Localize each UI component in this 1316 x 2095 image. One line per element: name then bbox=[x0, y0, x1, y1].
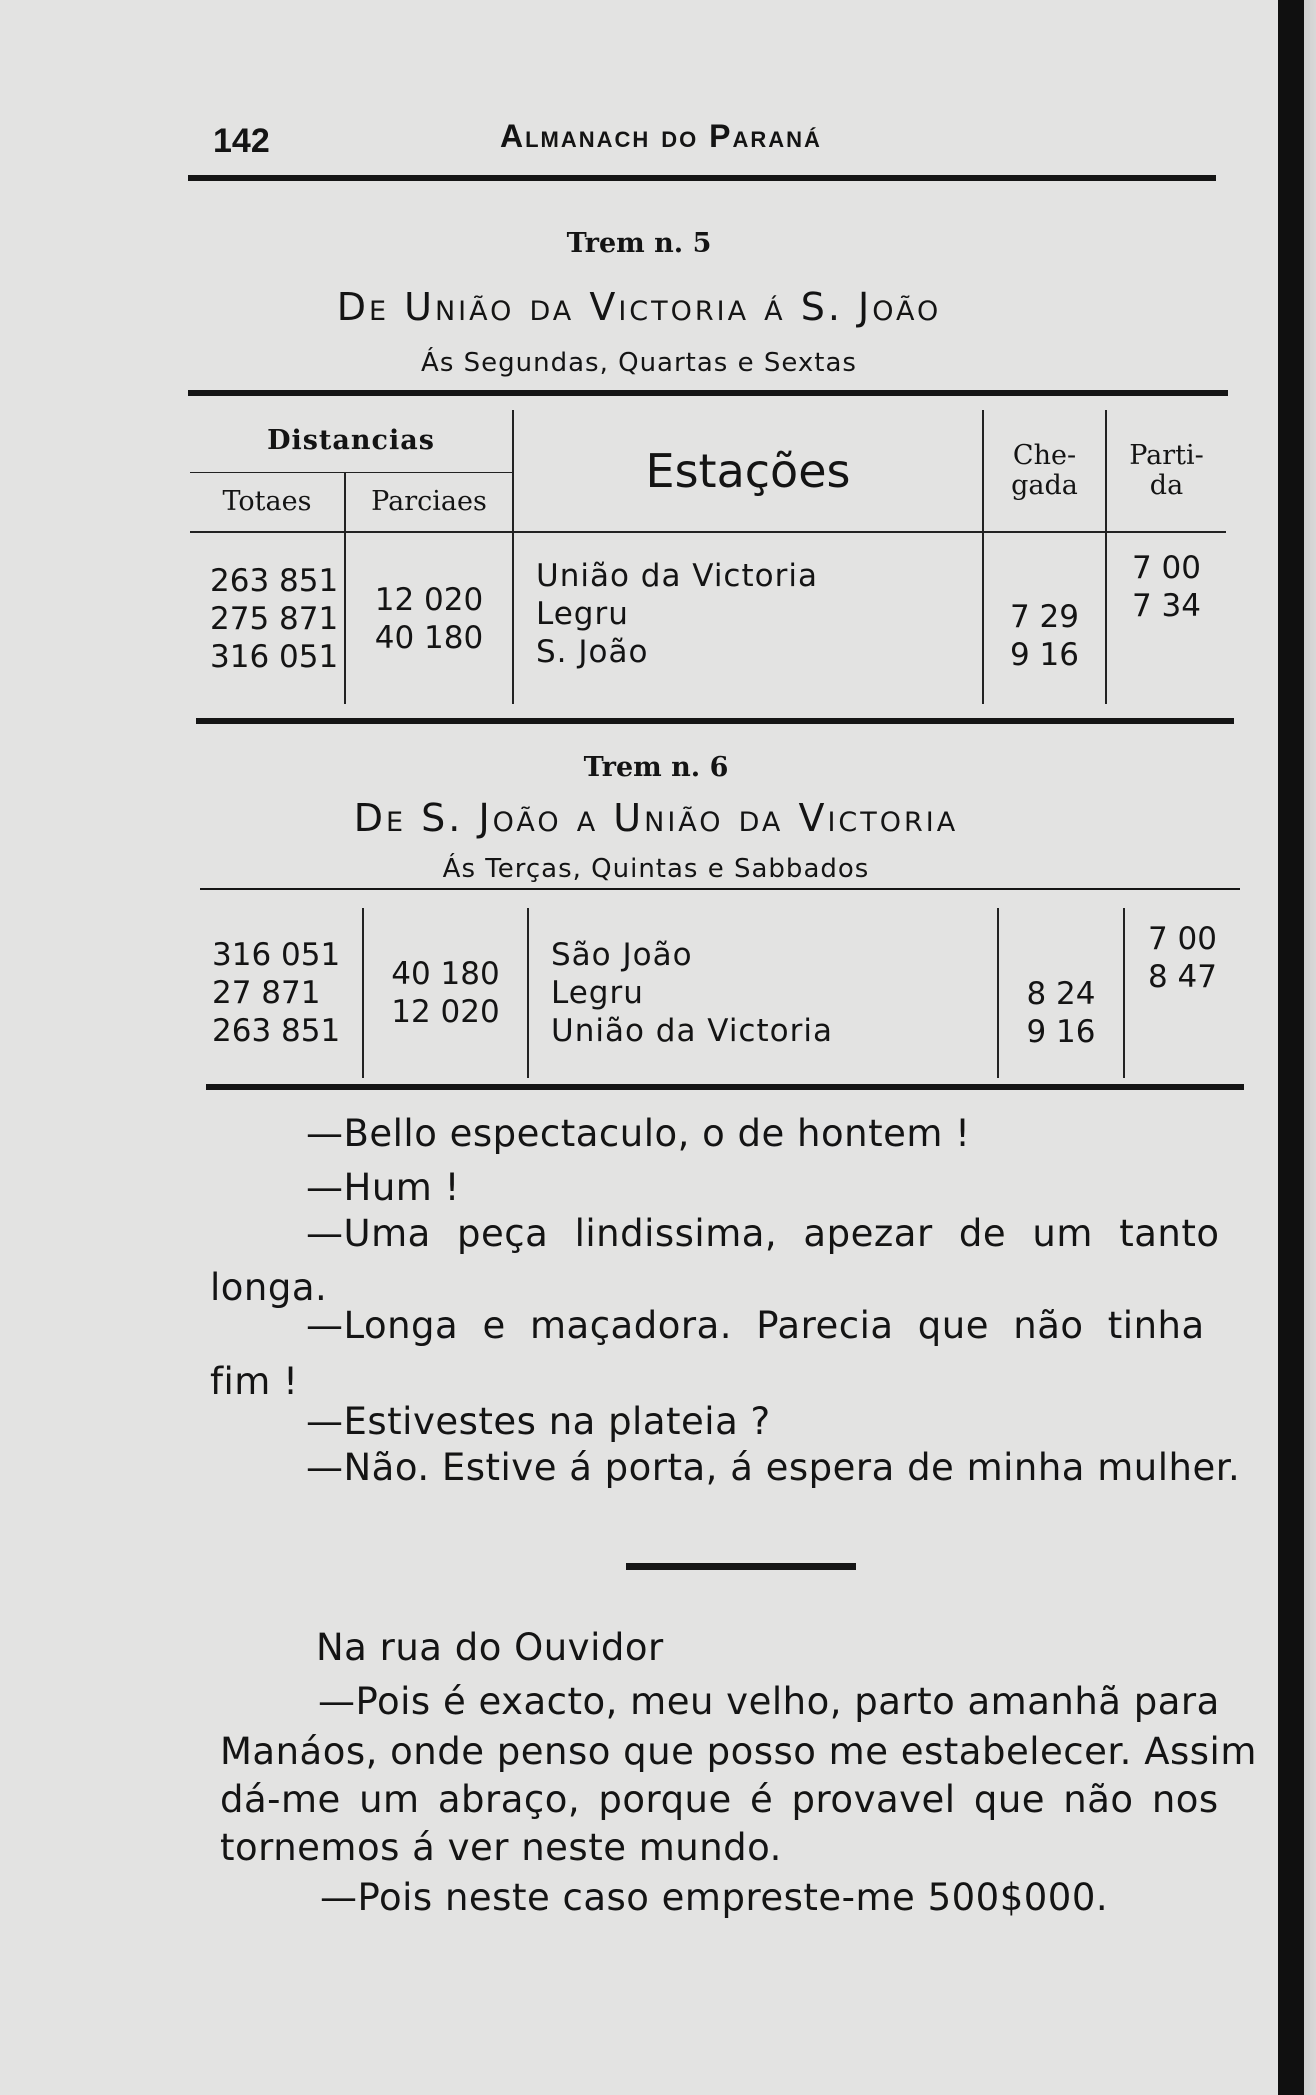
anecdote-line: tornemos á ver neste mundo. bbox=[220, 1826, 782, 1869]
header-chegada-line1: Che- bbox=[1012, 439, 1077, 471]
departure-time: 7 00 bbox=[1147, 921, 1218, 957]
header-partida bbox=[1106, 410, 1226, 532]
dialogue-line: —Hum ! bbox=[306, 1166, 460, 1209]
train6-timetable bbox=[200, 908, 1240, 1078]
departures-column bbox=[1106, 532, 1226, 704]
dialogue-line: longa. bbox=[210, 1266, 328, 1309]
station-name: Legru bbox=[536, 596, 629, 632]
arrival-time: 9 16 bbox=[1009, 636, 1080, 673]
total-value: 263 851 bbox=[210, 562, 339, 599]
station-name: S. João bbox=[536, 634, 649, 670]
partial-value: 12 020 bbox=[374, 581, 484, 618]
header-parciaes: Parciaes bbox=[371, 486, 487, 518]
dialogue-line: —Não. Estive á porta, á espera de minha mulher. bbox=[306, 1446, 1241, 1489]
page-number: 142 bbox=[213, 122, 270, 160]
station-name: São João bbox=[551, 937, 693, 973]
running-title: Almanach do Paraná bbox=[500, 118, 822, 154]
partials-column bbox=[345, 532, 513, 704]
anecdote-line: —Pois é exacto, meu velho, parto amanhã para bbox=[318, 1680, 1220, 1723]
header-partida-line1: Parti- bbox=[1129, 439, 1204, 471]
departure-time: 7 34 bbox=[1131, 588, 1202, 624]
header-totaes: Totaes bbox=[190, 472, 345, 532]
header-distancias: Distancias bbox=[190, 410, 513, 472]
anecdote-line: dá-me um abraço, porque é provavel que não nos bbox=[220, 1778, 1219, 1821]
train5-route: De União da Victoria á S. João bbox=[336, 285, 942, 329]
arrival-time: 8 24 bbox=[1026, 976, 1096, 1012]
totals-column bbox=[190, 532, 345, 704]
train6-label: Trem n. 6 bbox=[583, 752, 729, 783]
station-name: União da Victoria bbox=[551, 1013, 833, 1049]
dialogue-line: —Bello espectaculo, o de hontem ! bbox=[306, 1112, 971, 1155]
total-value: 275 871 bbox=[210, 600, 339, 637]
train6-days: Ás Terças, Quintas e Sabbados bbox=[442, 854, 870, 884]
dialogue-line: —Estivestes na plateia ? bbox=[306, 1400, 771, 1443]
arrival-time: 9 16 bbox=[1026, 1014, 1096, 1050]
header-chegada-line2: gada bbox=[1011, 469, 1078, 501]
arrivals-column bbox=[998, 908, 1124, 1078]
stations-column bbox=[528, 908, 998, 1078]
partial-value: 40 180 bbox=[374, 619, 484, 656]
partial-value: 40 180 bbox=[391, 956, 500, 992]
total-value: 27 871 bbox=[212, 975, 321, 1011]
departures-column bbox=[1124, 908, 1240, 1078]
station-name: Legru bbox=[551, 975, 644, 1011]
page-edge-shadow bbox=[1278, 0, 1316, 2095]
header-partida-line2: da bbox=[1149, 469, 1184, 501]
table5-top-rule bbox=[188, 390, 1228, 396]
table5-bottom-rule bbox=[196, 718, 1234, 724]
stations-column bbox=[513, 532, 983, 704]
table6-top-rule bbox=[200, 888, 1240, 890]
totals-column bbox=[200, 908, 363, 1078]
partials-column bbox=[363, 908, 528, 1078]
dialogue-line: —Longa e maçadora. Parecia que não tinha bbox=[306, 1304, 1205, 1347]
departure-time: 8 47 bbox=[1147, 959, 1218, 995]
anecdote-title: Na rua do Ouvidor bbox=[316, 1626, 664, 1669]
total-value: 263 851 bbox=[212, 1013, 341, 1049]
total-value: 316 051 bbox=[210, 638, 339, 675]
section-divider bbox=[626, 1563, 856, 1570]
header-chegada bbox=[983, 410, 1106, 532]
arrival-time: 7 29 bbox=[1009, 598, 1080, 635]
dialogue-line: —Uma peça lindissima, apezar de um tanto bbox=[306, 1212, 1220, 1255]
header-estacoes: Estações bbox=[513, 410, 983, 532]
train5-days: Ás Segundas, Quartas e Sextas bbox=[421, 348, 857, 378]
station-name: União da Victoria bbox=[536, 558, 818, 594]
total-value: 316 051 bbox=[212, 937, 341, 973]
train6-route: De S. João a União da Victoria bbox=[353, 796, 959, 840]
anecdote-line: Manáos, onde penso que posso me estabelecer. Assim bbox=[220, 1730, 1257, 1773]
departure-time: 7 00 bbox=[1131, 550, 1202, 586]
arrivals-column bbox=[983, 532, 1106, 704]
train5-label: Trem n. 5 bbox=[566, 228, 712, 259]
dialogue-line: fim ! bbox=[210, 1360, 299, 1403]
header-rule bbox=[188, 175, 1216, 181]
partial-value: 12 020 bbox=[391, 994, 500, 1030]
table6-bottom-rule bbox=[206, 1084, 1244, 1090]
train5-timetable bbox=[190, 410, 1226, 704]
anecdote-line: —Pois neste caso empreste-me 500$000. bbox=[320, 1876, 1109, 1919]
